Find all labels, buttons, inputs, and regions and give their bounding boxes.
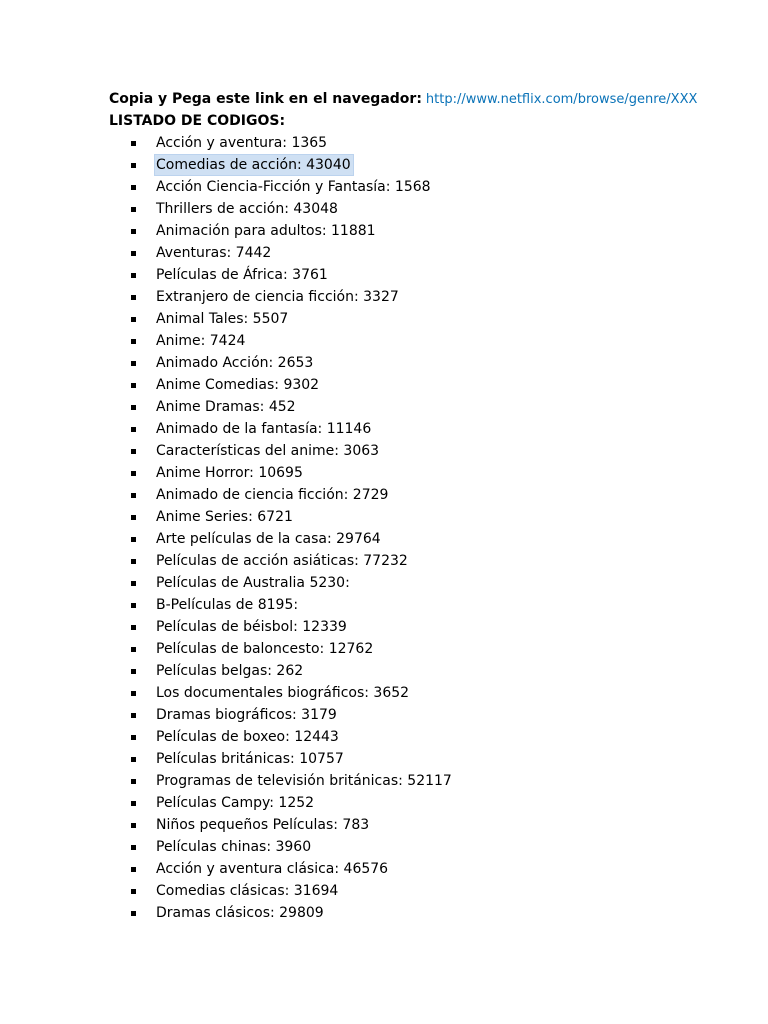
- genre-code-text: Películas Campy: 1252: [156, 795, 315, 811]
- square-bullet-icon: [131, 449, 136, 454]
- genre-code-text: Arte películas de la casa: 29764: [156, 531, 381, 547]
- square-bullet-icon: [131, 823, 136, 828]
- genre-code-item: [109, 374, 749, 396]
- square-bullet-icon: [131, 801, 136, 806]
- genre-code-item: [109, 308, 749, 330]
- genre-code-item: [109, 682, 749, 704]
- genre-code-item: [109, 572, 749, 594]
- square-bullet-icon: [131, 845, 136, 850]
- square-bullet-icon: [131, 867, 136, 872]
- genre-code-text: Películas británicas: 10757: [156, 751, 344, 767]
- square-bullet-icon: [131, 559, 136, 564]
- genre-code-text: Películas de acción asiáticas: 77232: [156, 553, 408, 569]
- genre-code-item: [109, 726, 749, 748]
- genre-code-text: Aventuras: 7442: [156, 245, 272, 261]
- square-bullet-icon: [131, 141, 136, 146]
- square-bullet-icon: [131, 273, 136, 278]
- square-bullet-icon: [131, 889, 136, 894]
- genre-code-item: [109, 286, 749, 308]
- genre-code-text: Thrillers de acción: 43048: [156, 201, 338, 217]
- genre-code-item: [109, 902, 749, 924]
- square-bullet-icon: [131, 295, 136, 300]
- genre-code-item: [109, 242, 749, 264]
- genre-code-item: [109, 396, 749, 418]
- genre-code-item: [109, 132, 749, 154]
- genre-code-text: Dramas biográficos: 3179: [156, 707, 337, 723]
- genre-code-text: Acción y aventura clásica: 46576: [156, 861, 389, 877]
- square-bullet-icon: [131, 735, 136, 740]
- genre-code-text: Características del anime: 3063: [156, 443, 380, 459]
- genre-code-item: [109, 330, 749, 352]
- genre-code-text: Los documentales biográficos: 3652: [156, 685, 410, 701]
- genre-code-item: [109, 836, 749, 858]
- square-bullet-icon: [131, 493, 136, 498]
- intro-line: [109, 88, 749, 110]
- genre-code-text: Animado de la fantasía: 11146: [156, 421, 372, 437]
- genre-code-text: Animación para adultos: 11881: [156, 223, 376, 239]
- genre-code-item: [109, 660, 749, 682]
- genre-code-text: B-Películas de 8195:: [156, 597, 299, 613]
- square-bullet-icon: [131, 229, 136, 234]
- intro-label: Copia y Pega este link en el navegador:: [109, 91, 422, 107]
- genre-code-text: Dramas clásicos: 29809: [156, 905, 324, 921]
- genre-code-text: Películas de béisbol: 12339: [156, 619, 347, 635]
- genre-code-text: Anime Series: 6721: [156, 509, 293, 525]
- square-bullet-icon: [131, 625, 136, 630]
- square-bullet-icon: [131, 603, 136, 608]
- document-content: [109, 88, 749, 924]
- genre-code-item: [109, 440, 749, 462]
- genre-code-item: [109, 176, 749, 198]
- square-bullet-icon: [131, 471, 136, 476]
- square-bullet-icon: [131, 427, 136, 432]
- genre-code-text: Programas de televisión británicas: 52117: [156, 773, 452, 789]
- genre-code-item: [109, 638, 749, 660]
- genre-code-item: [109, 198, 749, 220]
- genre-code-item: [109, 550, 749, 572]
- genre-code-text: Comedias de acción: 43040: [156, 157, 351, 173]
- genre-code-item: [109, 220, 749, 242]
- genre-code-text: Películas de África: 3761: [156, 267, 328, 283]
- genre-code-item: [109, 770, 749, 792]
- square-bullet-icon: [131, 339, 136, 344]
- genre-code-item: [109, 858, 749, 880]
- square-bullet-icon: [131, 405, 136, 410]
- square-bullet-icon: [131, 691, 136, 696]
- genre-code-item: [109, 154, 749, 176]
- genre-code-text: Niños pequeños Películas: 783: [156, 817, 370, 833]
- genre-code-text: Anime Horror: 10695: [156, 465, 303, 481]
- genre-code-item: [109, 704, 749, 726]
- square-bullet-icon: [131, 251, 136, 256]
- genre-code-item: [109, 484, 749, 506]
- genre-code-text: Comedias clásicas: 31694: [156, 883, 339, 899]
- genre-code-text: Acción Ciencia-Ficción y Fantasía: 1568: [156, 179, 431, 195]
- genre-code-item: [109, 814, 749, 836]
- genre-code-item: [109, 528, 749, 550]
- genre-code-text: Anime Comedias: 9302: [156, 377, 320, 393]
- genre-code-item: [109, 462, 749, 484]
- genre-code-item: [109, 616, 749, 638]
- genre-code-text: Animado de ciencia ficción: 2729: [156, 487, 389, 503]
- square-bullet-icon: [131, 383, 136, 388]
- square-bullet-icon: [131, 537, 136, 542]
- square-bullet-icon: [131, 669, 136, 674]
- square-bullet-icon: [131, 185, 136, 190]
- genre-code-text: Anime: 7424: [156, 333, 246, 349]
- codes-heading: LISTADO DE CODIGOS:: [109, 113, 286, 129]
- genre-code-item: [109, 792, 749, 814]
- genre-code-text: Anime Dramas: 452: [156, 399, 296, 415]
- genre-code-text: Animal Tales: 5507: [156, 311, 289, 327]
- genre-codes-list: [109, 132, 749, 924]
- square-bullet-icon: [131, 163, 136, 168]
- genre-code-text: Acción y aventura: 1365: [156, 135, 328, 151]
- square-bullet-icon: [131, 647, 136, 652]
- square-bullet-icon: [131, 515, 136, 520]
- square-bullet-icon: [131, 779, 136, 784]
- square-bullet-icon: [131, 581, 136, 586]
- square-bullet-icon: [131, 207, 136, 212]
- netflix-genre-link[interactable]: http://www.netflix.com/browse/genre/XXX: [425, 92, 698, 107]
- genre-code-text: Extranjero de ciencia ficción: 3327: [156, 289, 399, 305]
- genre-code-item: [109, 748, 749, 770]
- genre-code-item: [109, 352, 749, 374]
- square-bullet-icon: [131, 911, 136, 916]
- square-bullet-icon: [131, 757, 136, 762]
- genre-code-item: [109, 594, 749, 616]
- genre-code-text: Películas de baloncesto: 12762: [156, 641, 374, 657]
- genre-code-text: Películas de boxeo: 12443: [156, 729, 339, 745]
- square-bullet-icon: [131, 713, 136, 718]
- genre-code-text: Películas belgas: 262: [156, 663, 304, 679]
- square-bullet-icon: [131, 361, 136, 366]
- genre-code-item: [109, 418, 749, 440]
- square-bullet-icon: [131, 317, 136, 322]
- genre-code-text: Películas chinas: 3960: [156, 839, 312, 855]
- genre-code-item: [109, 506, 749, 528]
- genre-code-text: Películas de Australia 5230:: [156, 575, 350, 591]
- genre-code-text: Animado Acción: 2653: [156, 355, 314, 371]
- genre-code-item: [109, 264, 749, 286]
- genre-code-item: [109, 880, 749, 902]
